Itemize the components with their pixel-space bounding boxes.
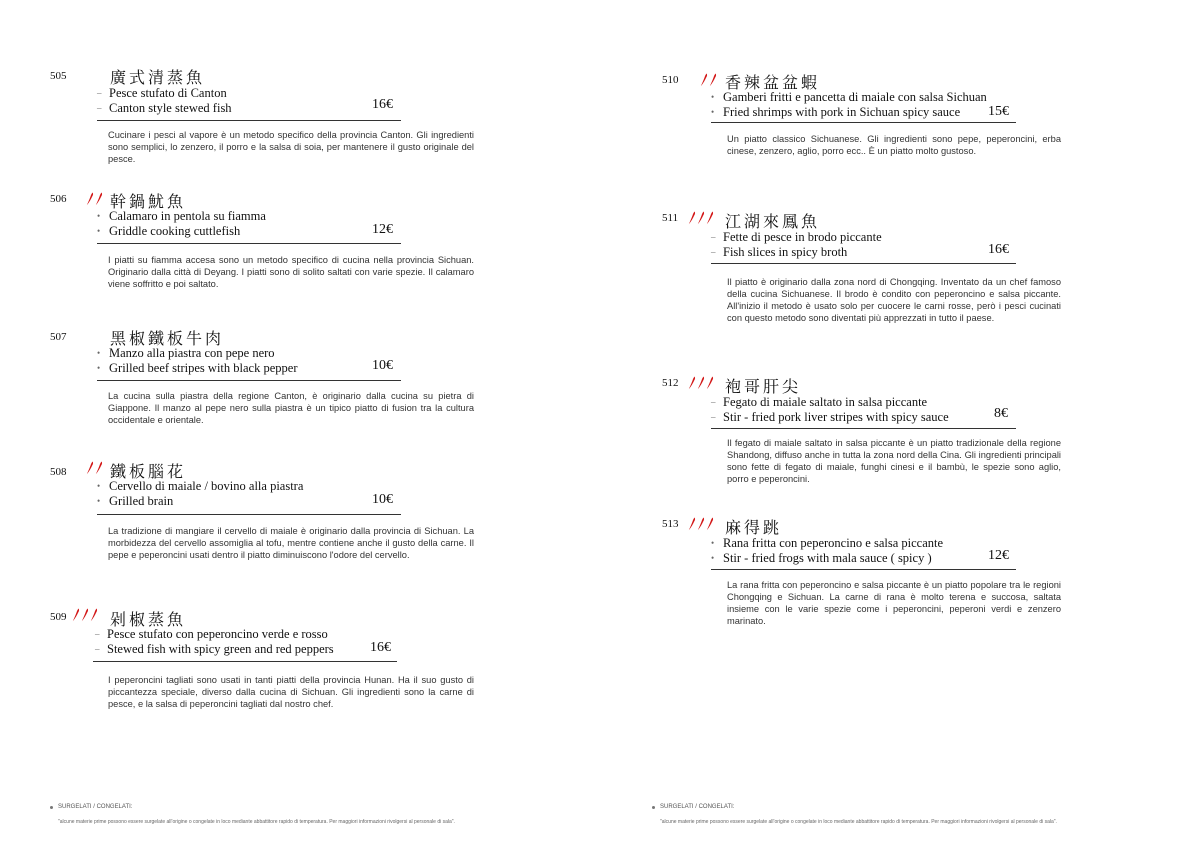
english-name: Stewed fish with spicy green and red peppers	[107, 642, 334, 656]
price: 10€	[372, 492, 393, 507]
item-number: 508	[50, 466, 67, 478]
price: 8€	[994, 406, 1008, 421]
bullet-icon: –	[711, 397, 716, 407]
item-number: 506	[50, 193, 67, 205]
chili-pepper-icon	[86, 461, 94, 475]
description: Il fegato di maiale saltato in salsa piccante è un piatto tradizionale della regione Shandong, diffuso anche in tutta la zona nord della Cina. Gli ingredienti principali sono fette di fegato di maiale, funghi cinesi e il bambù, le spezie sono aglio, porro e peperoncini.	[727, 438, 1061, 484]
english-name: Grilled brain	[109, 494, 174, 508]
chili-pepper-icon	[90, 608, 98, 622]
chili-pepper-icon	[700, 73, 708, 87]
chili-pepper-icon	[95, 192, 103, 206]
bullet-icon: –	[95, 644, 100, 654]
chili-pepper-icon	[706, 376, 714, 390]
item-number: 510	[662, 74, 679, 86]
item-number: 511	[662, 212, 679, 224]
price: 12€	[988, 548, 1009, 563]
divider	[97, 514, 401, 515]
bullet-icon: •	[711, 92, 715, 102]
chili-pepper-icon	[697, 376, 705, 390]
chili-pepper-icon	[688, 517, 696, 531]
price: 16€	[372, 97, 393, 112]
chinese-name: 江湖來鳳魚	[725, 212, 821, 231]
divider	[711, 122, 1016, 123]
italian-name: Pesce stufato con peperoncino verde e rosso	[107, 627, 328, 641]
english-name: Canton style stewed fish	[109, 101, 232, 115]
item-number: 509	[50, 611, 67, 623]
bullet-icon: •	[711, 107, 715, 117]
italian-name: Fegato di maiale saltato in salsa piccante	[723, 395, 928, 409]
chinese-name: 麻得跳	[725, 518, 783, 537]
bullet-icon: •	[97, 226, 101, 236]
description: La tradizione di mangiare il cervello di maiale è originario dalla provincia di Sichuan. La morbidezza del cervello assomiglia al tofu, mentre contiene anche il gusto della carne. Il pepe e peperoncini usati dentro il piatto diminuiscono l'odore del cervello.	[108, 526, 474, 560]
spice-level-2	[700, 73, 717, 87]
italian-name: Pesce stufato di Canton	[109, 86, 227, 100]
item-number: 505	[50, 70, 67, 82]
description: La rana fritta con peperoncino e salsa piccante è un piatto popolare tra le regioni Chongqing e Sichuan. La carne di rana è molto terena e succosa, saltata insieme con le varie spezie come i peperoncini, peperoni verdi e zenzero marinato.	[727, 580, 1061, 626]
bullet-icon: –	[711, 247, 716, 257]
chinese-name: 黑椒鐵板牛肉	[110, 329, 225, 348]
english-name: Stir - fried frogs with mala sauce ( spicy )	[723, 551, 932, 565]
chili-pepper-icon	[697, 517, 705, 531]
english-name: Fish slices in spicy broth	[723, 245, 848, 259]
chili-pepper-icon	[688, 376, 696, 390]
bullet-icon: –	[95, 629, 100, 639]
divider	[97, 380, 401, 381]
divider	[93, 661, 397, 662]
spice-level-2	[86, 192, 103, 206]
chili-pepper-icon	[72, 608, 80, 622]
chili-pepper-icon	[86, 192, 94, 206]
footer-title: SURGELATI / CONGELATI:	[58, 804, 133, 810]
spice-level-3	[688, 211, 714, 225]
chinese-name: 袍哥肝尖	[725, 377, 802, 396]
italian-name: Calamaro in pentola su fiamma	[109, 209, 266, 223]
bullet-icon: –	[97, 103, 102, 113]
description: I peperoncini tagliati sono usati in tanti piatti della provincia Hunan. Ha il suo gusto di piccantezza speciale, diverso dalla cucina di Sichuan. Gli ingredienti sono la carne di pesce, e la salsa di peperoncini tagliati dal nostro chef.	[108, 675, 474, 709]
divider	[711, 263, 1016, 264]
bullet-dot-icon	[652, 806, 655, 809]
italian-name: Cervello di maiale / bovino alla piastra	[109, 479, 304, 493]
chili-pepper-icon	[706, 517, 714, 531]
footer-title: SURGELATI / CONGELATI:	[660, 804, 735, 810]
spice-level-2	[86, 461, 103, 475]
chili-pepper-icon	[81, 608, 89, 622]
price: 10€	[372, 358, 393, 373]
chinese-name: 幹鍋魷魚	[110, 192, 187, 211]
spice-level-3	[72, 608, 98, 622]
item-number: 507	[50, 331, 67, 343]
bullet-icon: –	[711, 412, 716, 422]
description: Cucinare i pesci al vapore è un metodo specifico della provincia Canton. Gli ingredienti sono semplici, lo zenzero, il porro e la salsa di soia, per mantenere il gusto originale del pesce.	[108, 130, 474, 164]
description: Il piatto è originario dalla zona nord di Chongqing. Inventato da un chef famoso della cucina Sichuanese. Il brodo è condito con peperoncino e salsa piccante. All'inizio il metodo è usato solo per cuocere le carni rosse, però i pesci cucinati con questo metodo sono diventati più apprezzati in tutto il paese.	[727, 277, 1061, 323]
bullet-icon: –	[711, 232, 716, 242]
italian-name: Gamberi fritti e pancetta di maiale con salsa Sichuan	[723, 90, 987, 104]
chili-pepper-icon	[709, 73, 717, 87]
italian-name: Rana fritta con peperoncino e salsa piccante	[723, 536, 944, 550]
bullet-icon: •	[97, 481, 101, 491]
chili-pepper-icon	[95, 461, 103, 475]
english-name: Fried shrimps with pork in Sichuan spicy sauce	[723, 105, 961, 119]
chili-pepper-icon	[706, 211, 714, 225]
bullet-icon: •	[711, 553, 715, 563]
italian-name: Fette di pesce in brodo piccante	[723, 230, 882, 244]
price: 12€	[372, 222, 393, 237]
bullet-icon: •	[97, 348, 101, 358]
spice-level-3	[688, 517, 714, 531]
english-name: Stir - fried pork liver stripes with spicy sauce	[723, 410, 949, 424]
description: Un piatto classico Sichuanese. Gli ingredienti sono pepe, peperoncini, erba cinese, zenzero, aglio, porro ecc.. È un piatto molto gustoso.	[727, 134, 1061, 156]
bullet-icon: –	[97, 88, 102, 98]
price: 16€	[988, 242, 1009, 257]
footer-note: "alcune materie prime possono essere surgelate all'origine o congelate in loco mediante abbattitore rapido di temperatura. Per maggiori informazioni rivolgersi al personale di sala".	[58, 819, 455, 825]
price: 15€	[988, 104, 1009, 119]
item-number: 513	[662, 518, 679, 530]
divider	[97, 243, 401, 244]
divider	[711, 569, 1016, 570]
chili-pepper-icon	[688, 211, 696, 225]
bullet-icon: •	[97, 363, 101, 373]
chinese-name: 香辣盆盆蝦	[725, 73, 821, 92]
chinese-name: 廣式清蒸魚	[110, 68, 206, 87]
item-number: 512	[662, 377, 679, 389]
footer-note: "alcune materie prime possono essere surgelate all'origine o congelate in loco mediante abbattitore rapido di temperatura. Per maggiori informazioni rivolgersi al personale di sala".	[660, 819, 1057, 825]
description: I piatti su fiamma accesa sono un metodo specifico di cucina nella provincia Sichuan. Originario dalla città di Deyang. I piatti sono di solito saltati con varie spezie. Il calamaro viene soffritto e poi saltato.	[108, 255, 474, 289]
price: 16€	[370, 640, 391, 655]
divider	[97, 120, 401, 121]
spice-level-3	[688, 376, 714, 390]
bullet-dot-icon	[50, 806, 53, 809]
bullet-icon: •	[711, 538, 715, 548]
english-name: Griddle cooking cuttlefish	[109, 224, 241, 238]
english-name: Grilled beef stripes with black pepper	[109, 361, 298, 375]
bullet-icon: •	[97, 496, 101, 506]
chinese-name: 鐵板腦花	[110, 462, 187, 481]
italian-name: Manzo alla piastra con pepe nero	[109, 346, 275, 360]
divider	[711, 428, 1016, 429]
chinese-name: 剁椒蒸魚	[110, 610, 187, 629]
bullet-icon: •	[97, 211, 101, 221]
chili-pepper-icon	[697, 211, 705, 225]
description: La cucina sulla piastra della regione Canton, è originario dalla cucina su pietra di Giappone. Il manzo al pepe nero sulla piastra è un tipico piatto di fusion tra la cultura occidentale e orientale.	[108, 391, 474, 425]
